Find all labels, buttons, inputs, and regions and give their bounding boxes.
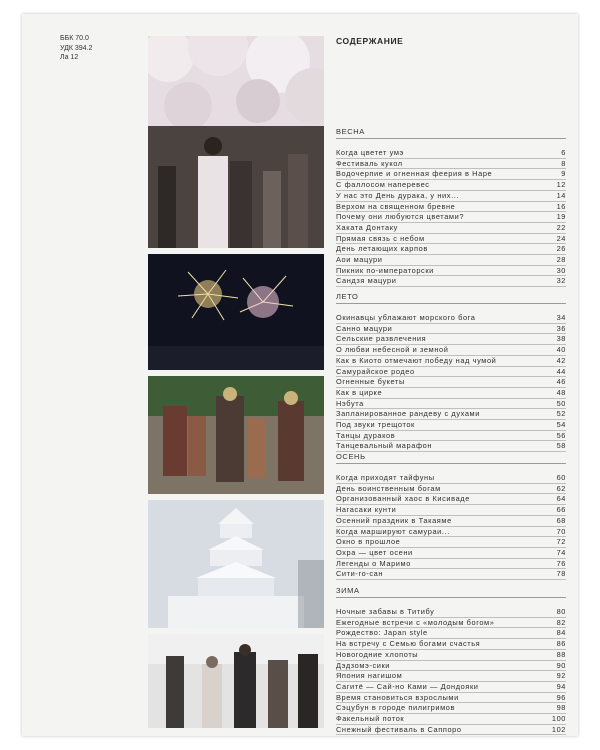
toc-entry-page: 46 bbox=[556, 377, 566, 387]
toc-entry bbox=[336, 409, 566, 420]
toc-entry bbox=[336, 714, 566, 725]
toc-entry-title: Танцы дураков bbox=[336, 430, 396, 440]
bbk-code: ББК 70.0 bbox=[60, 35, 89, 42]
udk-code: УДК 394.2 bbox=[60, 44, 93, 52]
toc-entry-page: 52 bbox=[556, 409, 566, 419]
toc-entry bbox=[336, 607, 566, 618]
author-code: Ла 12 bbox=[60, 54, 79, 61]
toc-entry bbox=[336, 244, 566, 255]
toc-entry bbox=[336, 484, 566, 495]
toc-entry-title: Япония нагишом bbox=[336, 671, 403, 681]
toc-entry-page: 100 bbox=[551, 714, 566, 724]
section-entries bbox=[336, 313, 566, 452]
toc-entry bbox=[336, 234, 566, 245]
toc-entry bbox=[336, 324, 566, 335]
toc-entry bbox=[336, 431, 566, 442]
section-entries bbox=[336, 607, 566, 735]
toc-entry bbox=[336, 377, 566, 388]
toc-entry-title: Нэбута bbox=[336, 398, 364, 408]
summer-fireworks-photo bbox=[148, 254, 324, 370]
toc-entry-title: Осенний праздник в Такаяме bbox=[336, 515, 452, 525]
toc-entry bbox=[336, 559, 566, 570]
toc-entry-title: Сити-го-сан bbox=[336, 569, 384, 579]
toc-entry bbox=[336, 618, 566, 629]
toc-entry bbox=[336, 537, 566, 548]
toc-entry-page: 62 bbox=[556, 483, 566, 493]
toc-entry-page: 50 bbox=[556, 398, 566, 408]
toc-entry bbox=[336, 441, 566, 452]
samurai-procession-photo bbox=[148, 376, 324, 494]
toc-entry-page: 94 bbox=[556, 681, 566, 691]
toc-entry bbox=[336, 191, 566, 202]
section-title: ЗИМА bbox=[336, 586, 566, 598]
toc-entry-title: На встречу с Семью богами счастья bbox=[336, 639, 481, 649]
toc-entry-page: 9 bbox=[561, 169, 566, 179]
toc-entry bbox=[336, 399, 566, 410]
section-entries bbox=[336, 473, 566, 580]
toc-section-summer bbox=[336, 292, 566, 452]
toc-entry-title: Почему они любуются цветами? bbox=[336, 212, 465, 222]
toc-entry-title: Окно в прошлое bbox=[336, 537, 401, 547]
toc-section-winter bbox=[336, 586, 566, 735]
spring-cherry-blossom-photo bbox=[148, 36, 324, 248]
toc-entry-title: Рождество: Japan style bbox=[336, 628, 428, 638]
toc-entry bbox=[336, 180, 566, 191]
toc-entry bbox=[336, 703, 566, 714]
toc-entry-title: С фаллосом наперевес bbox=[336, 180, 430, 190]
toc-entry-page: 96 bbox=[556, 692, 566, 702]
toc-entry-page: 60 bbox=[556, 473, 566, 482]
toc-entry bbox=[336, 569, 566, 580]
toc-entry-page: 88 bbox=[556, 649, 566, 659]
toc-entry-title: Как в цирке bbox=[336, 387, 383, 397]
toc-entry-page: 68 bbox=[556, 515, 566, 525]
winter-crowd-photo bbox=[148, 634, 324, 728]
toc-entry bbox=[336, 313, 566, 324]
toc-entry bbox=[336, 693, 566, 704]
toc-entry-page: 32 bbox=[556, 276, 566, 286]
toc-entry-title: Прямая связь с небом bbox=[336, 233, 425, 243]
toc-entry bbox=[336, 639, 566, 650]
toc-entry bbox=[336, 473, 566, 484]
toc-entry bbox=[336, 628, 566, 639]
toc-entry-title: Под звуки трещоток bbox=[336, 420, 415, 430]
toc-entry bbox=[336, 169, 566, 180]
toc-entry bbox=[336, 516, 566, 527]
toc-entry-title: У нас это День дурака, у них... bbox=[336, 190, 460, 200]
toc-entry bbox=[336, 650, 566, 661]
toc-entry-title: День воинственным богам bbox=[336, 483, 441, 493]
toc-entry-title: Пикник по-императорски bbox=[336, 265, 434, 275]
toc-entry bbox=[336, 266, 566, 277]
toc-entry-page: 30 bbox=[556, 265, 566, 275]
toc-entry-title: Когда цветет умэ bbox=[336, 148, 404, 157]
toc-entry-page: 78 bbox=[556, 569, 566, 579]
toc-entry-page: 6 bbox=[561, 148, 566, 157]
section-title: ОСЕНЬ bbox=[336, 452, 566, 464]
toc-entry-page: 16 bbox=[556, 201, 566, 211]
toc-entry-title: Легенды о Маримо bbox=[336, 558, 411, 568]
toc-entry-page: 48 bbox=[556, 387, 566, 397]
toc-entry bbox=[336, 725, 566, 736]
toc-entry bbox=[336, 494, 566, 505]
toc-entry-title: Ночные забавы в Титибу bbox=[336, 607, 435, 616]
toc-entry-title: День летающих карпов bbox=[336, 244, 428, 254]
toc-entry bbox=[336, 276, 566, 287]
toc-section-spring bbox=[336, 127, 566, 287]
toc-entry-page: 42 bbox=[556, 355, 566, 365]
toc-entry bbox=[336, 505, 566, 516]
toc-entry-title: Нагасаки кунти bbox=[336, 505, 397, 515]
toc-entry-page: 12 bbox=[556, 180, 566, 190]
toc-entry-title: Как в Киото отмечают победу над чумой bbox=[336, 355, 497, 365]
toc-entry bbox=[336, 367, 566, 378]
section-title: ВЕСНА bbox=[336, 127, 566, 139]
toc-entry-page: 56 bbox=[556, 430, 566, 440]
toc-entry-page: 64 bbox=[556, 494, 566, 504]
toc-entry-page: 8 bbox=[561, 158, 566, 168]
toc-entry-page: 66 bbox=[556, 505, 566, 515]
toc-entry-title: Огненные букеты bbox=[336, 377, 405, 387]
toc-entry bbox=[336, 212, 566, 223]
toc-entry bbox=[336, 255, 566, 266]
toc-entry-page: 76 bbox=[556, 558, 566, 568]
toc-entry-page: 58 bbox=[556, 441, 566, 451]
toc-entry-page: 34 bbox=[556, 313, 566, 322]
toc-entry-page: 82 bbox=[556, 617, 566, 627]
toc-entry-title: Танцевальный марафон bbox=[336, 441, 433, 451]
toc-entry-title: Аои мацури bbox=[336, 255, 383, 265]
toc-entry bbox=[336, 388, 566, 399]
toc-entry-page: 14 bbox=[556, 190, 566, 200]
toc-entry-title: Сельские развлечения bbox=[336, 334, 427, 344]
toc-entry-page: 72 bbox=[556, 537, 566, 547]
toc-entry bbox=[336, 345, 566, 356]
bibliographic-codes bbox=[60, 34, 92, 63]
toc-entry bbox=[336, 202, 566, 213]
toc-entry-title: Дэдзомэ-сики bbox=[336, 660, 391, 670]
toc-entry-page: 54 bbox=[556, 420, 566, 430]
toc-entry-title: Факельный поток bbox=[336, 714, 405, 724]
toc-entry-page: 28 bbox=[556, 255, 566, 265]
toc-entry-page: 70 bbox=[556, 526, 566, 536]
toc-entry-page: 22 bbox=[556, 222, 566, 232]
toc-entry bbox=[336, 223, 566, 234]
toc-entry-title: Новогодние хлопоты bbox=[336, 649, 419, 659]
toc-entry-title: Организованный хаос в Кисивадe bbox=[336, 494, 470, 504]
toc-entry-title: Когда маршируют самураи... bbox=[336, 526, 450, 536]
toc-entry-title: Самурайское родео bbox=[336, 366, 415, 376]
toc-entry-title: Время становиться взрослыми bbox=[336, 692, 459, 702]
toc-entry-page: 26 bbox=[556, 244, 566, 254]
toc-title: СОДЕРЖАНИЕ bbox=[336, 36, 404, 46]
toc-entry bbox=[336, 671, 566, 682]
toc-entry-title: Ежегодные встречи с «молодым богом» bbox=[336, 617, 495, 627]
toc-entry-title: Водочерпие и огненная феерия в Наре bbox=[336, 169, 493, 179]
toc-entry-title: Охра — цвет осени bbox=[336, 547, 413, 557]
toc-entry bbox=[336, 527, 566, 538]
book-page bbox=[22, 14, 578, 736]
snow-castle-photo bbox=[148, 500, 324, 628]
toc-entry bbox=[336, 159, 566, 170]
toc-entry-title: Санно мацури bbox=[336, 323, 393, 333]
toc-entry-title: Сандзя мацури bbox=[336, 276, 397, 286]
toc-entry-page: 90 bbox=[556, 660, 566, 670]
section-title: ЛЕТО bbox=[336, 292, 566, 304]
toc-entry-page: 80 bbox=[556, 607, 566, 616]
toc-entry bbox=[336, 548, 566, 559]
toc-entry bbox=[336, 334, 566, 345]
photo-column bbox=[148, 14, 324, 736]
toc-entry-title: Когда приходят тайфуны bbox=[336, 473, 435, 482]
toc-entry-page: 40 bbox=[556, 345, 566, 355]
toc-entry-title: Хаката Донтаку bbox=[336, 222, 398, 232]
toc-entry-title: Сэцубун в городе пилигримов bbox=[336, 703, 456, 713]
toc-entry-page: 36 bbox=[556, 323, 566, 333]
toc-entry-title: Фестиваль кукол bbox=[336, 158, 403, 168]
toc-entry-title: Снежный фестиваль в Саппоро bbox=[336, 724, 462, 734]
toc-entry-page: 98 bbox=[556, 703, 566, 713]
toc-entry-title: Верхом на священном бревне bbox=[336, 201, 456, 211]
toc-entry-page: 74 bbox=[556, 547, 566, 557]
toc-entry-page: 19 bbox=[556, 212, 566, 222]
toc-entry-page: 38 bbox=[556, 334, 566, 344]
toc-entry-title: Запланированное рандеву с духами bbox=[336, 409, 480, 419]
toc-section-autumn bbox=[336, 452, 566, 580]
toc-entry bbox=[336, 356, 566, 367]
toc-entry-page: 86 bbox=[556, 639, 566, 649]
toc-entry-page: 102 bbox=[551, 724, 566, 734]
toc-entry-title: Окинавцы ублажают морского бога bbox=[336, 313, 476, 322]
section-entries bbox=[336, 148, 566, 287]
toc-entry bbox=[336, 682, 566, 693]
toc-entry-page: 92 bbox=[556, 671, 566, 681]
toc-entry-title: Сагитё — Сай-но Ками — Дондояки bbox=[336, 681, 479, 691]
toc-entry bbox=[336, 420, 566, 431]
toc-entry bbox=[336, 148, 566, 159]
toc-entry-page: 84 bbox=[556, 628, 566, 638]
toc-entry-page: 44 bbox=[556, 366, 566, 376]
toc-entry bbox=[336, 661, 566, 672]
toc-entry-title: О любви небесной и земной bbox=[336, 345, 449, 355]
toc-entry-page: 24 bbox=[556, 233, 566, 243]
